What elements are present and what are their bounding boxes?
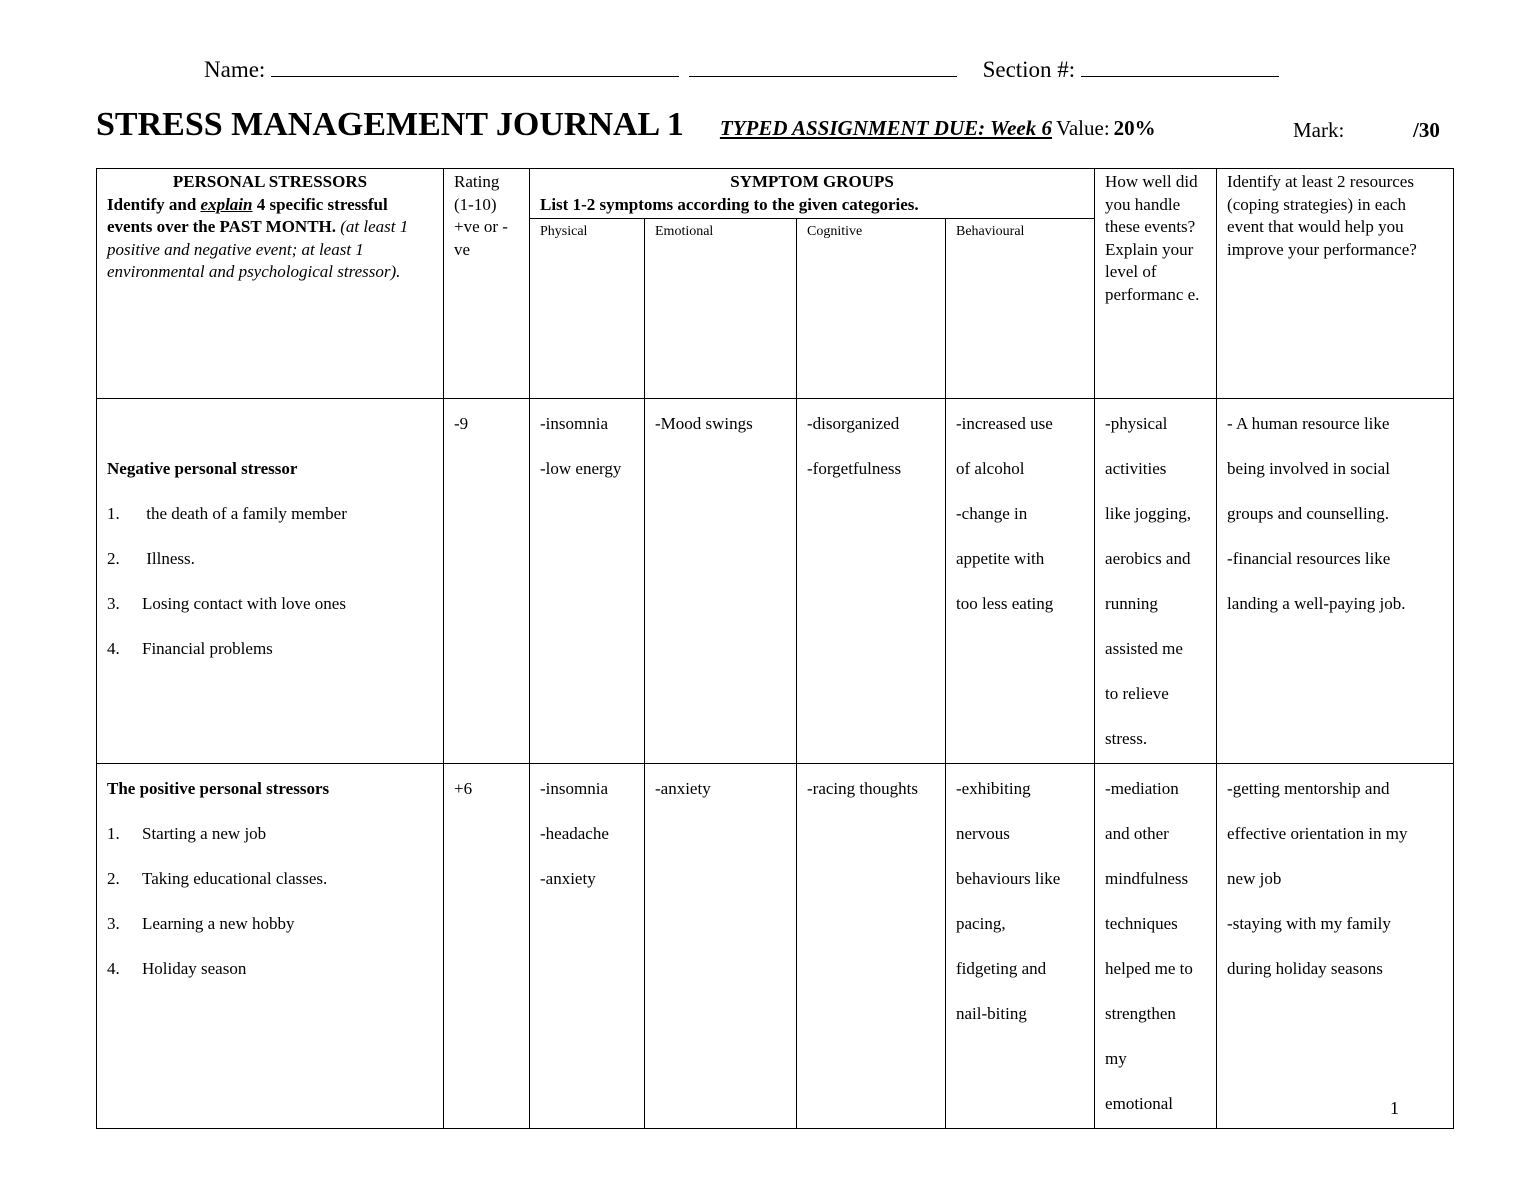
cognitive-cell: -racing thoughts [797, 764, 946, 1129]
behavioural-cell: -increased use of alcohol -change in appetite with too less eating [946, 399, 1095, 764]
mark-total: /30 [1413, 118, 1440, 142]
stressors-header [97, 169, 444, 399]
table-row [97, 399, 1454, 764]
rating-header: Rating (1-10) +ve or -ve [444, 169, 530, 399]
table-row [97, 764, 1454, 1129]
cognitive-header: Cognitive [797, 219, 946, 399]
symptom-header [530, 169, 1095, 219]
list-item: 3. Learning a new hobby [107, 914, 295, 933]
journal-table [96, 168, 1454, 1129]
stressors-instr-a: Identify and [107, 194, 197, 214]
symptom-title: SYMPTOM GROUPS [730, 172, 894, 191]
stressors-instr-note: (at least 1 positive and negative event; at least 1 environmental and psychological stressor). [107, 217, 409, 281]
page-title: STRESS MANAGEMENT JOURNAL 1 [96, 106, 684, 143]
resources-cell: -getting mentorship and effective orientation in my new job -staying with my family during holiday seasons [1217, 764, 1454, 1129]
behavioural-header: Behavioural [946, 219, 1095, 399]
name-blank-2[interactable] [689, 56, 957, 77]
symptom-instr: List 1-2 symptoms according to the given categories. [540, 194, 919, 214]
stressor-list [107, 811, 433, 991]
section-label: Section #: [982, 57, 1076, 82]
stressor-cell [97, 399, 444, 764]
cognitive-cell: -disorganized -forgetfulness [797, 399, 946, 764]
list-item: 2. Taking educational classes. [107, 869, 328, 888]
stressor-list [107, 491, 433, 671]
value: 20% [1113, 116, 1156, 140]
stressor-heading: Negative personal stressor [107, 459, 298, 478]
title-line [96, 106, 1456, 144]
stressor-cell [97, 764, 444, 1129]
resources-cell: - A human resource like being involved in social groups and counselling. -financial resources like landing a well-paying job. [1217, 399, 1454, 764]
stressors-instr-b: 4 specific stressful events over the PAST MONTH. [107, 194, 388, 236]
emotional-header: Emotional [645, 219, 797, 399]
name-section-line [204, 56, 1279, 83]
stressors-title: PERSONAL STRESSORS [172, 172, 368, 191]
mark-label: Mark: [1293, 118, 1345, 142]
value-label: Value: [1056, 116, 1110, 140]
emotional-cell: -anxiety [645, 764, 797, 1129]
list-item: 2. Illness. [107, 549, 195, 568]
name-blank[interactable] [271, 56, 679, 77]
list-item: 4. Financial problems [107, 639, 273, 658]
resources-header: Identify at least 2 resources (coping strategies) in each event that would help you improve your performance? [1217, 169, 1454, 399]
section-blank[interactable] [1081, 56, 1279, 77]
list-item: 1. the death of a family member [107, 504, 347, 523]
list-item: 4. Holiday season [107, 959, 247, 978]
rating-cell: +6 [444, 764, 530, 1129]
behavioural-cell: -exhibiting nervous behaviours like pacing, fidgeting and nail-biting [946, 764, 1095, 1129]
stressors-instr-explain: explain [200, 194, 253, 214]
physical-header: Physical [530, 219, 645, 399]
name-label: Name: [204, 57, 266, 82]
physical-cell: -insomnia -low energy [530, 399, 645, 764]
list-item: 3. Losing contact with love ones [107, 594, 346, 613]
list-item: 1. Starting a new job [107, 824, 267, 843]
physical-cell: -insomnia -headache -anxiety [530, 764, 645, 1129]
emotional-cell: -Mood swings [645, 399, 797, 764]
handle-cell: -mediation and other mindfulness techniques helped me to strengthen my emotional [1095, 764, 1217, 1129]
due-note: TYPED ASSIGNMENT DUE: Week 6 [719, 116, 1052, 140]
page-number: 1 [1390, 1098, 1399, 1118]
handle-cell: -physical activities like jogging, aerobics and running assisted me to relieve stress. [1095, 399, 1217, 764]
stressor-heading: The positive personal stressors [107, 779, 330, 798]
rating-cell: -9 [444, 399, 530, 764]
handle-header: How well did you handle these events? Explain your level of performanc e. [1095, 169, 1217, 399]
